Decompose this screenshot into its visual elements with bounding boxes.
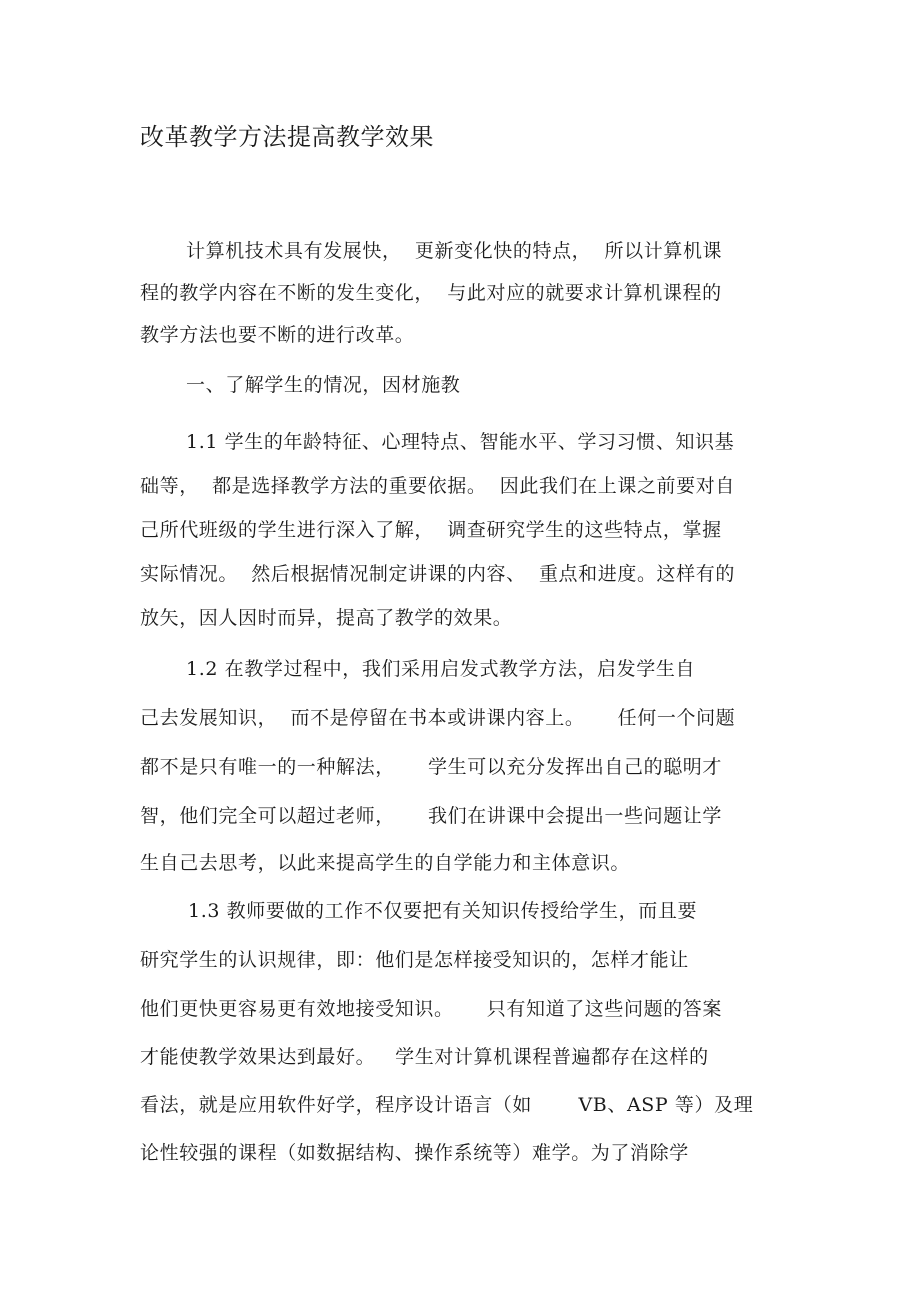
p1-1-line-1: 1.1 学生的年龄特征、心理特点、智能水平、学习习惯、知识基 [186,431,735,453]
p1-1-line-4: 实际情况。 然后根据情况制定讲课的内容、 重点和进度。这样有的 [140,563,735,585]
p1-2-line-1: 1.2 在教学过程中，我们采用启发式教学方法，启发学生自 [186,658,696,680]
p1-2-line-5: 生自己去思考，以此来提高学生的自学能力和主体意识。 [140,852,631,874]
intro-line-1: 计算机技术具有发展快， 更新变化快的特点， 所以计算机课 [186,240,723,262]
p1-2-line-4: 智，他们完全可以超过老师， 我们在讲课中会提出一些问题让学 [140,805,722,827]
section-heading: 一、了解学生的情况，因材施教 [186,374,461,396]
p1-1-line-3: 己所代班级的学生进行深入了解， 调查研究学生的这些特点，掌握 [140,519,722,541]
intro-line-3: 教学方法也要不断的进行改革。 [140,324,415,346]
p1-3-line-6: 论性较强的课程（如数据结构、操作系统等）难学。为了消除学 [140,1142,689,1164]
p1-1-line-2: 础等， 都是选择教学方法的重要依据。 因此我们在上课之前要对自 [140,475,735,497]
p1-2-line-2: 己去发展知识， 而不是停留在书本或讲课内容上。 任何一个问题 [140,707,736,729]
p1-3-line-1: 1.3 教师要做的工作不仅要把有关知识传授给学生，而且要 [188,900,698,922]
p1-2-line-3: 都不是只有唯一的一种解法， 学生可以充分发挥出自己的聪明才 [140,756,722,778]
p1-3-line-5: 看法，就是应用软件好学，程序设计语言（如 VB、ASP 等）及理 [140,1094,754,1116]
p1-3-line-2: 研究学生的认识规律，即：他们是怎样接受知识的，怎样才能让 [140,949,689,971]
p1-3-line-4: 才能使教学效果达到最好。 学生对计算机课程普遍都存在这样的 [140,1046,709,1068]
intro-line-2: 程的教学内容在不断的发生变化， 与此对应的就要求计算机课程的 [140,282,722,304]
p1-3-line-3: 他们更快更容易更有效地接受知识。 只有知道了这些问题的答案 [140,998,722,1020]
document-title: 改革教学方法提高教学效果 [140,123,434,151]
p1-1-line-5: 放矢，因人因时而异，提高了教学的效果。 [140,607,513,629]
